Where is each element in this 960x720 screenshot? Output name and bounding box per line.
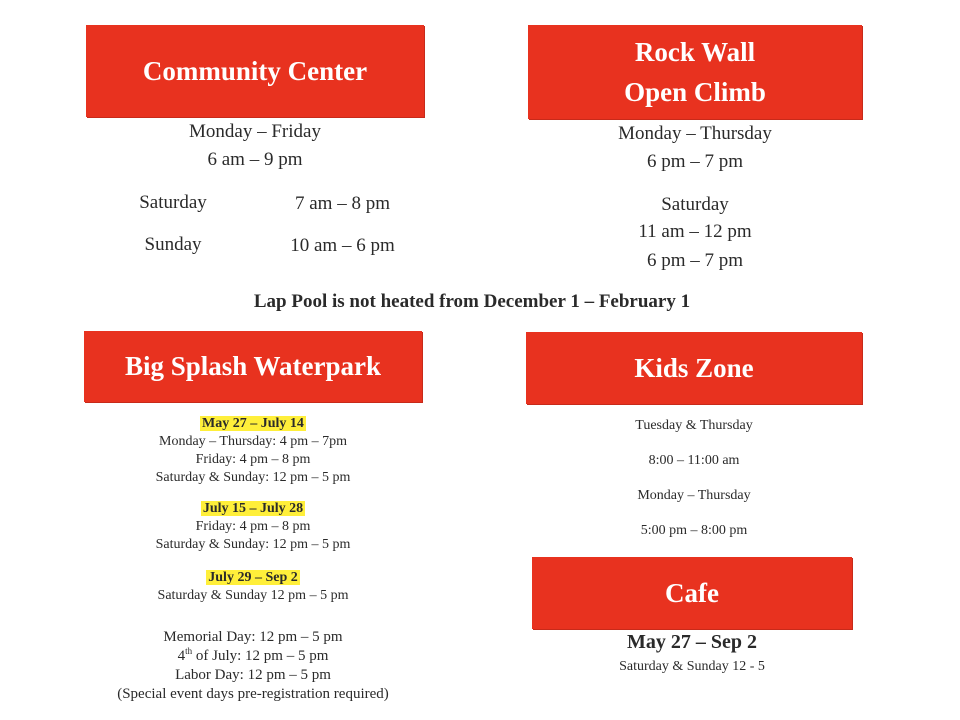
rw-weekday-days: Monday – Thursday (618, 123, 772, 144)
cafe-banner (532, 557, 852, 629)
wp-period2-line2: Saturday & Sunday: 12 pm – 5 pm (155, 537, 351, 552)
cafe-title: Cafe (665, 577, 719, 608)
wp-period3-dates-row (84, 570, 422, 586)
cc-saturday-label: Saturday (139, 192, 207, 213)
cafe-hours: Saturday & Sunday 12 - 5 (619, 659, 765, 674)
wp-period1-dates-row (84, 416, 422, 432)
rock-wall-title-line2: Open Climb (624, 77, 766, 107)
rw-saturday-hours-2: 6 pm – 7 pm (646, 250, 744, 271)
kz-days2: Monday – Thursday (637, 488, 751, 503)
cc-weekday-hours: 6 am – 9 pm (207, 149, 303, 170)
wp-period1-line2: Friday: 4 pm – 8 pm (195, 452, 311, 467)
community-center-banner (86, 25, 424, 117)
wp-period2-dates-row (84, 501, 422, 517)
wp-period3-line1: Saturday & Sunday 12 pm – 5 pm (157, 588, 349, 603)
wp-july4-num: 4 (177, 648, 186, 664)
rw-weekday-hours: 6 pm – 7 pm (646, 151, 744, 172)
wp-period1-line1: Monday – Thursday: 4 pm – 7pm (159, 434, 347, 449)
wp-period1-dates: May 27 – July 14 (202, 416, 304, 431)
wp-period2-dates: July 15 – July 28 (202, 501, 304, 516)
wp-period3-dates: July 29 – Sep 2 (208, 570, 298, 585)
pool-notice: Lap Pool is not heated from December 1 – February 1 (253, 291, 691, 312)
wp-july4-row (84, 648, 422, 665)
wp-labor-day: Labor Day: 12 pm – 5 pm (175, 667, 331, 683)
wp-memorial-day: Memorial Day: 12 pm – 5 pm (163, 629, 343, 645)
waterpark-banner (84, 331, 422, 402)
wp-period2-line1: Friday: 4 pm – 8 pm (195, 519, 311, 534)
wp-period1-line3: Saturday & Sunday: 12 pm – 5 pm (155, 470, 351, 485)
cc-weekday-days: Monday – Friday (189, 121, 321, 142)
wp-july4-rest: of July: 12 pm – 5 pm (192, 648, 329, 664)
rock-wall-title-line1: Rock Wall (634, 37, 756, 67)
cc-sunday-label: Sunday (144, 234, 202, 255)
community-center-title: Community Center (142, 55, 368, 86)
rw-saturday-label: Saturday (661, 194, 729, 215)
kids-zone-banner (526, 332, 862, 404)
kids-zone-title: Kids Zone (634, 352, 754, 383)
kz-days1: Tuesday & Thursday (635, 418, 753, 433)
kz-hours1: 8:00 – 11:00 am (648, 453, 740, 468)
kz-hours2: 5:00 pm – 8:00 pm (640, 523, 748, 538)
rock-wall-banner (528, 25, 862, 119)
wp-special-note: (Special event days pre-registration required) (117, 686, 389, 702)
cc-saturday-hours: 7 am – 8 pm (295, 193, 390, 214)
cc-sunday-hours: 10 am – 6 pm (290, 235, 395, 256)
rw-saturday-hours-1: 11 am – 12 pm (638, 221, 752, 242)
cafe-dates: May 27 – Sep 2 (627, 631, 757, 653)
waterpark-title: Big Splash Waterpark (124, 351, 382, 381)
wp-july4-sup: th (185, 646, 193, 656)
